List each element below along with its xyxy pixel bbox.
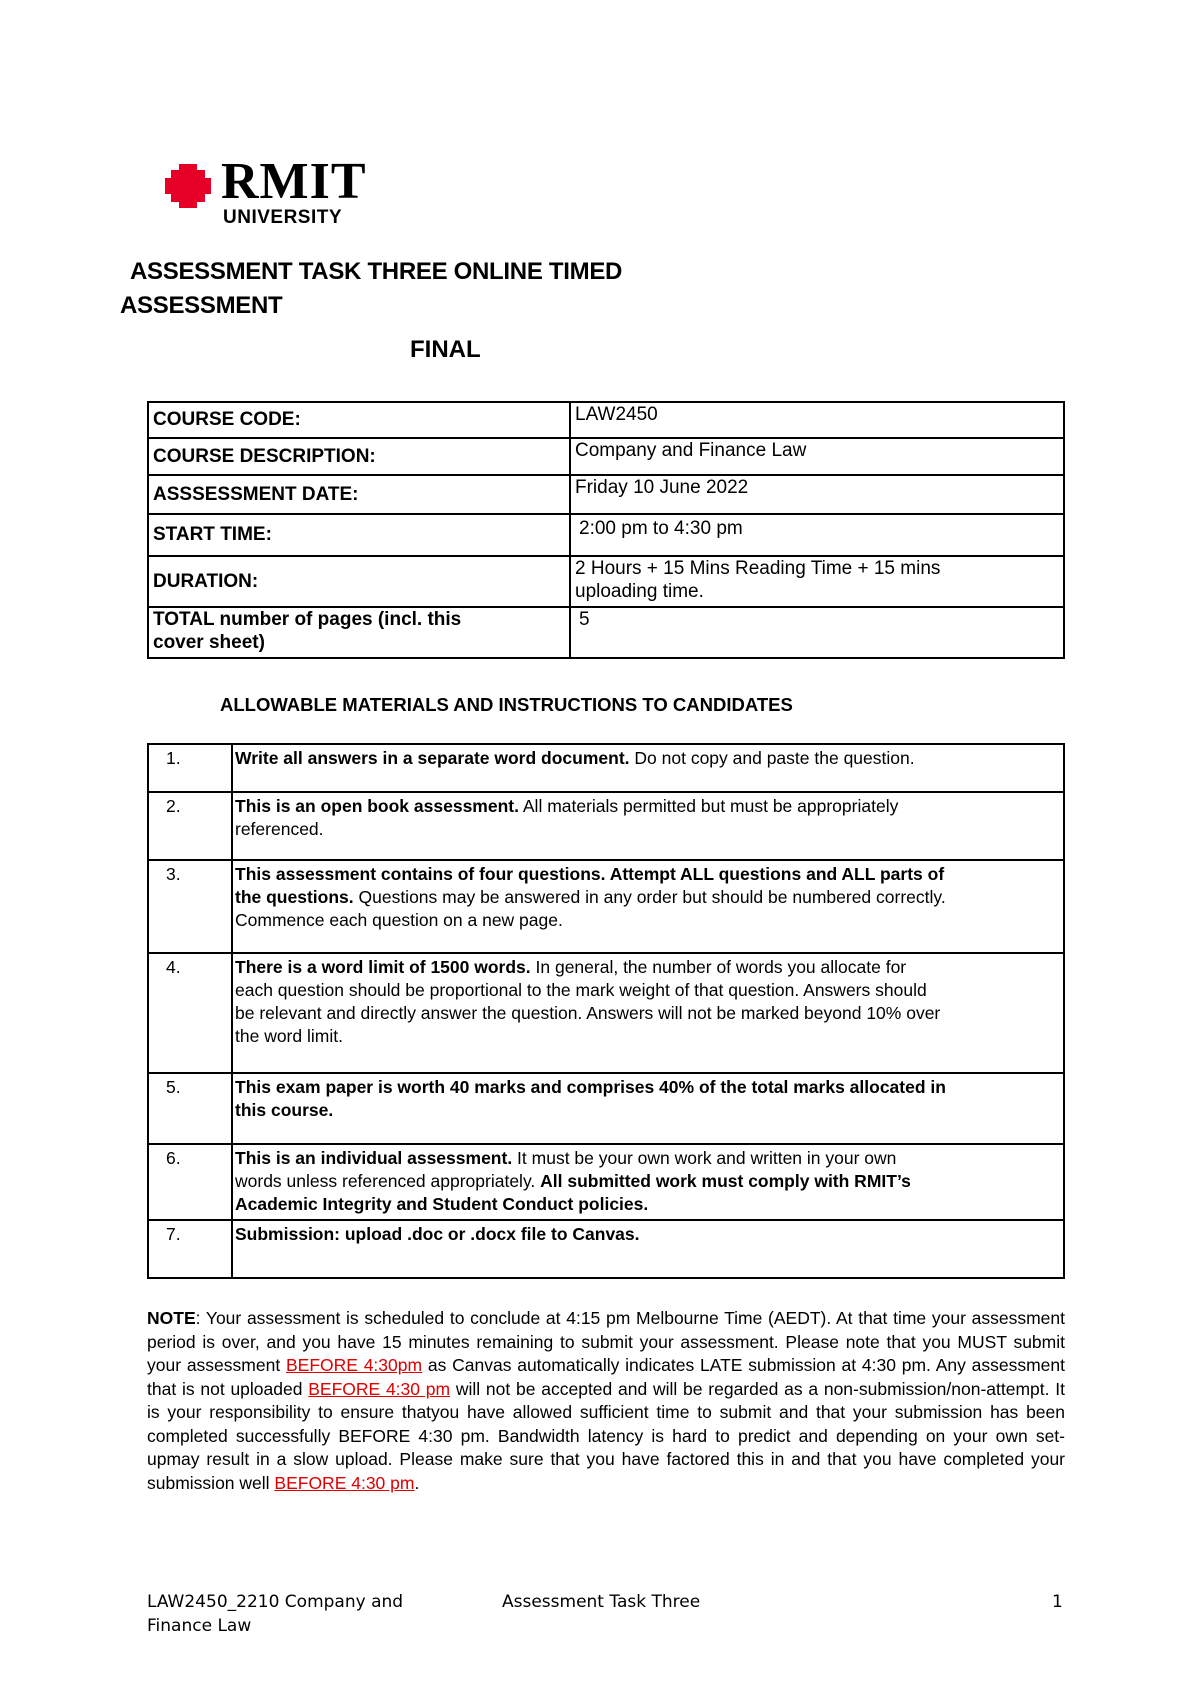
instruction-row [148, 1220, 1064, 1278]
submission-note [147, 1307, 1065, 1495]
info-label: COURSE DESCRIPTION: [148, 438, 570, 475]
document-title-line2: ASSESSMENT [120, 292, 283, 319]
instruction-row [148, 792, 1064, 860]
info-label: COURSE CODE: [148, 402, 570, 438]
instruction-number: 4. [148, 953, 232, 1073]
instruction-line: referenced. [235, 819, 324, 839]
instruction-bold: Write all answers in a separate word document. [235, 748, 630, 768]
instruction-text [232, 860, 1064, 953]
info-value: LAW2450 [570, 402, 1064, 438]
instruction-number: 5. [148, 1073, 232, 1144]
info-label: START TIME: [148, 514, 570, 556]
instruction-bold: There is a word limit of 1500 words. [235, 957, 531, 977]
instruction-text [232, 953, 1064, 1073]
info-value: Friday 10 June 2022 [570, 475, 1064, 514]
instruction-bold: This is an open book assessment. [235, 796, 519, 816]
info-row-start-time [148, 514, 1064, 556]
footer-title: Assessment Task Three [502, 1592, 701, 1612]
footer-course: LAW2450_2210 Company and Finance Law [147, 1592, 404, 1636]
info-label-line: TOTAL number of pages (incl. this [153, 609, 462, 630]
info-value-line: uploading time. [575, 580, 704, 602]
info-row-course-code [148, 402, 1064, 438]
rmit-pixel-mark-icon [165, 164, 215, 208]
deadline-highlight: BEFORE 4:30pm [285, 1355, 423, 1375]
instruction-plain: All materials permitted but must be appropriately [518, 796, 899, 816]
instruction-text [232, 744, 1064, 792]
instruction-row [148, 953, 1064, 1073]
instruction-plain: Do not copy and paste the question. [629, 748, 915, 768]
instruction-bold: This exam paper is worth 40 marks and comprises 40% of the total marks allocated in [235, 1077, 946, 1097]
info-value-line: 2 Hours + 15 Mins Reading Time + 15 mins [575, 558, 941, 579]
info-value [570, 556, 1064, 607]
instruction-row [148, 1073, 1064, 1144]
info-value: 5 [570, 607, 1064, 658]
instruction-number: 6. [148, 1144, 232, 1220]
instruction-line: the word limit. [235, 1026, 343, 1046]
instruction-number: 7. [148, 1220, 232, 1278]
info-label: DURATION: [148, 556, 570, 607]
instruction-bold: This is an individual assessment. [235, 1148, 513, 1168]
instruction-plain: It must be your own work and written in your own [512, 1148, 897, 1168]
info-row-course-description [148, 438, 1064, 475]
info-label [148, 607, 570, 658]
instruction-number: 1. [148, 744, 232, 792]
instruction-bold: This assessment contains of four questions. Attempt ALL questions and ALL parts of [235, 864, 945, 884]
instruction-number: 3. [148, 860, 232, 953]
instruction-number: 2. [148, 792, 232, 860]
note-label: NOTE [147, 1308, 196, 1328]
rmit-logo [165, 153, 367, 232]
allowable-materials-heading: ALLOWABLE MATERIALS AND INSTRUCTIONS TO CANDIDATES [220, 694, 793, 715]
logo-subtitle: UNIVERSITY [223, 207, 343, 228]
footer-page-number: 1 [1052, 1592, 1063, 1612]
instruction-bold: the questions. [235, 887, 354, 907]
instruction-plain: In general, the number of words you allocate for [530, 957, 907, 977]
instructions-table [147, 743, 1065, 1279]
info-row-assessment-date [148, 475, 1064, 514]
info-value: 2:00 pm to 4:30 pm [570, 514, 1064, 556]
instruction-plain: Questions may be answered in any order but should be numbered correctly. [353, 887, 946, 907]
logo-wordmark: RMIT [221, 153, 367, 210]
note-text: will not be accepted and will be regarded as a non-submission/non-attempt. It is your responsibility to ensure thatyou have allowed sufficient time to submit and that your submission has been completed successfully BEFORE 4:30 pm. Bandwidth latency is hard to predict and depending on your own set-upmay result in a slow upload. Please make sure that you have factored this in and that you have completed your submission well [147, 1378, 1065, 1493]
info-label-line: cover sheet) [153, 631, 265, 653]
instruction-row [148, 860, 1064, 953]
instruction-bold: Submission: upload .doc or .docx file to Canvas. [235, 1224, 640, 1244]
instruction-text [232, 1073, 1064, 1144]
deadline-highlight: BEFORE 4:30 pm [308, 1378, 451, 1399]
instruction-row [148, 744, 1064, 792]
info-row-duration [148, 556, 1064, 607]
instruction-line: be relevant and directly answer the question. Answers will not be marked beyond 10% over [235, 1003, 941, 1023]
info-label: ASSSESSMENT DATE: [148, 475, 570, 514]
instruction-bold: Academic Integrity and Student Conduct policies. [235, 1194, 649, 1214]
instruction-bold: this course. [235, 1100, 334, 1120]
instruction-text [232, 1220, 1064, 1278]
instruction-bold: All submitted work must comply with RMIT’s [540, 1171, 911, 1191]
instruction-line: Commence each question on a new page. [235, 910, 563, 930]
info-row-total-pages [148, 607, 1064, 658]
deadline-highlight: BEFORE 4:30 pm [274, 1472, 415, 1493]
course-info-table [147, 401, 1065, 659]
document-status-final: FINAL [410, 336, 481, 363]
info-value: Company and Finance Law [570, 438, 1064, 475]
note-text: : Your assessment is scheduled to conclude at 4:15 pm Melbourne Time (AEDT). At that time your assessment period is over, and you have 15 minutes remaining to submit your assessment. Please note that you MUST submit your assessment [147, 1308, 1065, 1375]
instruction-plain: words unless referenced appropriately. [235, 1171, 541, 1191]
instruction-text [232, 1144, 1064, 1220]
instruction-line: each question should be proportional to the mark weight of that question. Answers should [235, 980, 927, 1000]
instruction-row [148, 1144, 1064, 1220]
note-text: as Canvas automatically indicates LATE submission at 4:30 pm. Any assessment that is not uploaded [147, 1355, 1065, 1399]
instruction-text [232, 792, 1064, 860]
note-text: . [414, 1472, 420, 1493]
document-title-line1: ASSESSMENT TASK THREE ONLINE TIMED [130, 258, 623, 285]
